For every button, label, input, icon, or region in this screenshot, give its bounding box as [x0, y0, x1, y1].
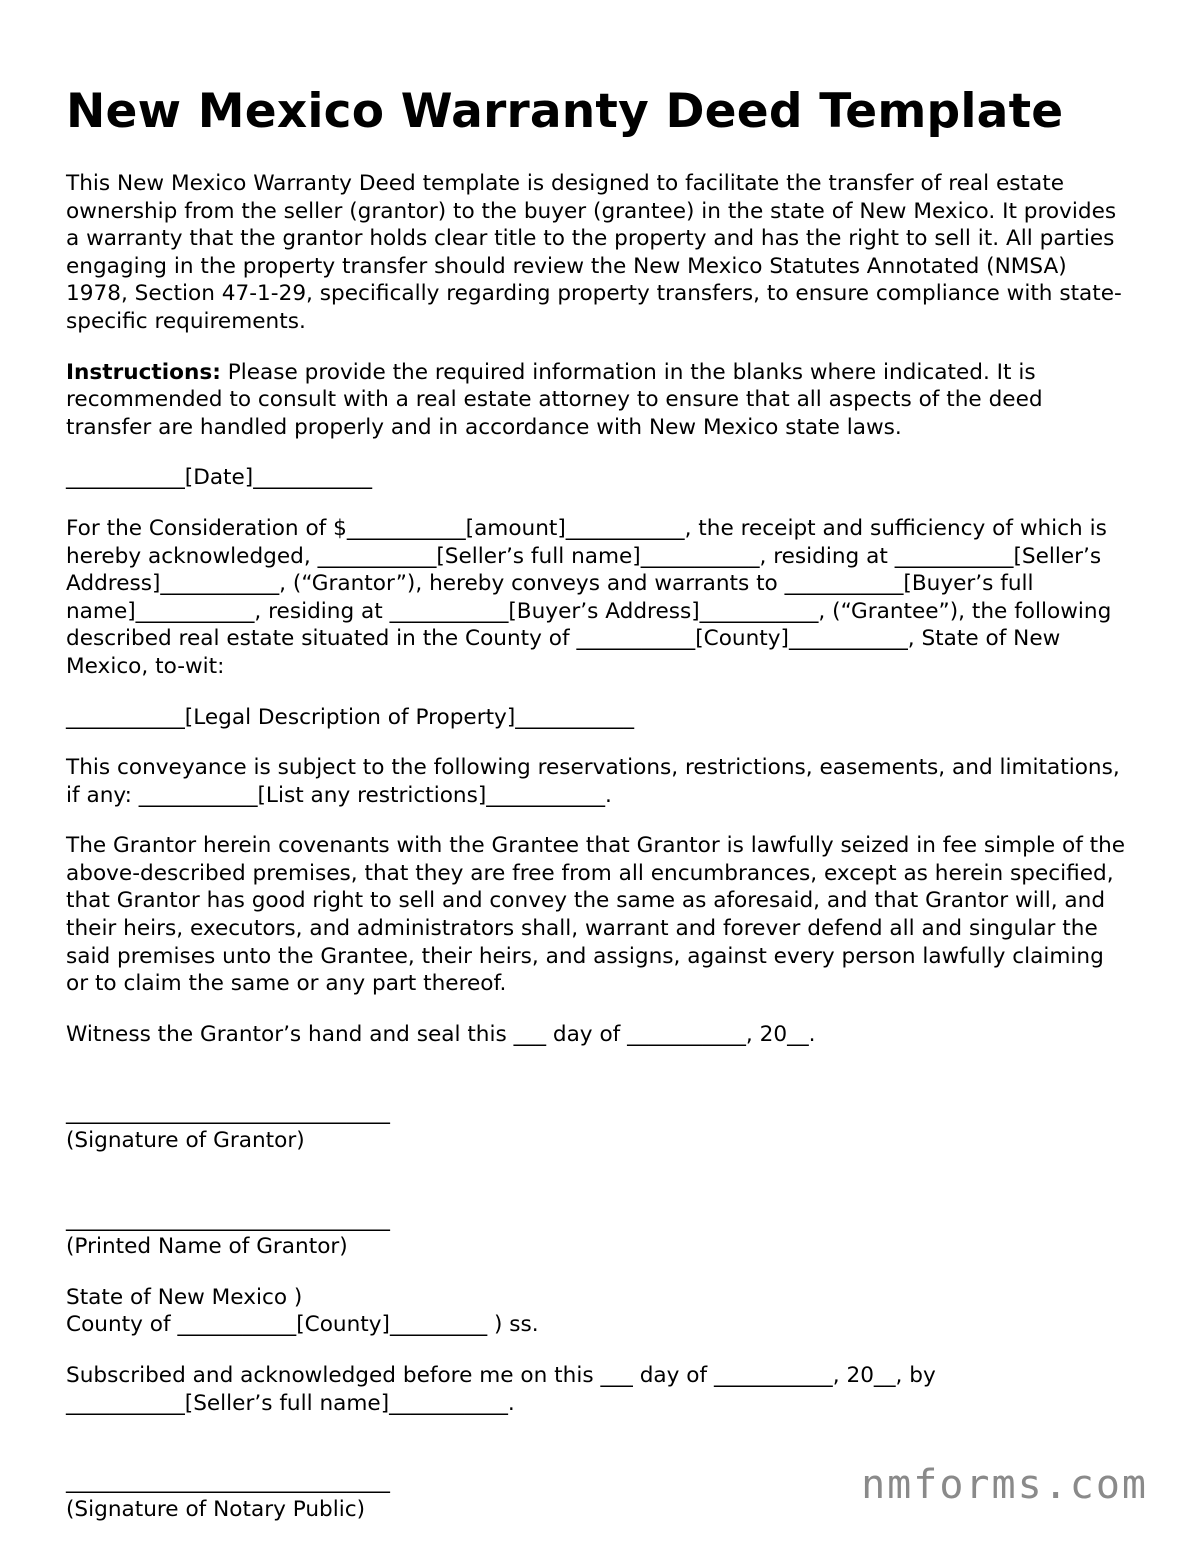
- venue-block: [66, 1284, 1126, 1339]
- grantor-signature-block: [66, 1099, 1126, 1154]
- date-line: ___________[Date]___________: [66, 465, 372, 491]
- printed-name-line: ______________________________: [66, 1206, 390, 1232]
- intro-paragraph: This New Mexico Warranty Deed template is designed to facilitate the transfer of real estate ownership from the seller (grantor) to the buyer (grantee) in the state of New Mexico. It provides a warranty that the grantor holds clear title to the property and has the right to sell it. All parties engaging in the property transfer should review the New Mexico Statutes Annotated (NMSA) 1978, Section 47-1-29, specifically regarding property transfers, to ensure compliance with state-specific requirements.: [66, 171, 1122, 334]
- notary-signature-line: ______________________________: [66, 1469, 390, 1495]
- instructions-label: Instructions:: [66, 359, 221, 385]
- signature-spacer: [66, 1071, 1126, 1099]
- instructions-paragraph: [66, 359, 1126, 442]
- grantor-signature-line: ______________________________: [66, 1100, 390, 1126]
- state-line: State of New Mexico ): [66, 1284, 303, 1310]
- acknowledgment-paragraph: Subscribed and acknowledged before me on this ___ day of ___________, 20__, by ___________[Seller’s full name]___________.: [66, 1363, 936, 1416]
- printed-name-block: [66, 1206, 1126, 1261]
- witness-line: Witness the Grantor’s hand and seal this ___ day of ___________, 20__.: [66, 1021, 816, 1047]
- printed-name-label: (Printed Name of Grantor): [66, 1234, 348, 1260]
- restrictions-paragraph: This conveyance is subject to the following reservations, restrictions, easements, and limitations, if any: ___________[List any restrictions]___________.: [66, 755, 1120, 808]
- instructions-text: Please provide the required information in the blanks where indicated. It is recommended to consult with a real estate attorney to ensure that all aspects of the deed transfer are handled properly and in accordance with New Mexico state laws.: [66, 359, 1043, 440]
- consideration-paragraph: For the Consideration of $___________[amount]___________, the receipt and sufficiency of which is hereby acknowledged, ___________[Seller’s full name]___________, residing at ___________[Seller’s Address]___________, (“Grantor”), hereby conveys and warrants to ___________[Buyer’s full name]___________, residing at ___________[Buyer’s Address]___________, (“Grantee”), the following described real estate situated in the County of ___________[County]___________, State of New Mexico, to-wit:: [66, 515, 1112, 679]
- brand-watermark: nmforms.com: [861, 1462, 1148, 1508]
- notary-signature-label: (Signature of Notary Public): [66, 1496, 366, 1522]
- document-title: New Mexico Warranty Deed Template: [66, 84, 1064, 139]
- document-page: [66, 80, 1126, 1546]
- grantor-signature-label: (Signature of Grantor): [66, 1128, 305, 1154]
- printed-name-spacer: [66, 1178, 1126, 1206]
- county-line: County of ___________[County]_________ ) ss.: [66, 1312, 539, 1338]
- covenant-paragraph: The Grantor herein covenants with the Grantee that Grantor is lawfully seized in fee simple of the above-described premises, that they are free from all encumbrances, except as herein specified, that Grantor has good right to sell and convey the same as aforesaid, and that Grantor will, and their heirs, executors, and administrators shall, warrant and forever defend all and singular the said premises unto the Grantee, their heirs, and assigns, against every person lawfully claiming or to claim the same or any part thereof.: [66, 833, 1126, 997]
- legal-description-line: ___________[Legal Description of Property]___________: [66, 704, 635, 730]
